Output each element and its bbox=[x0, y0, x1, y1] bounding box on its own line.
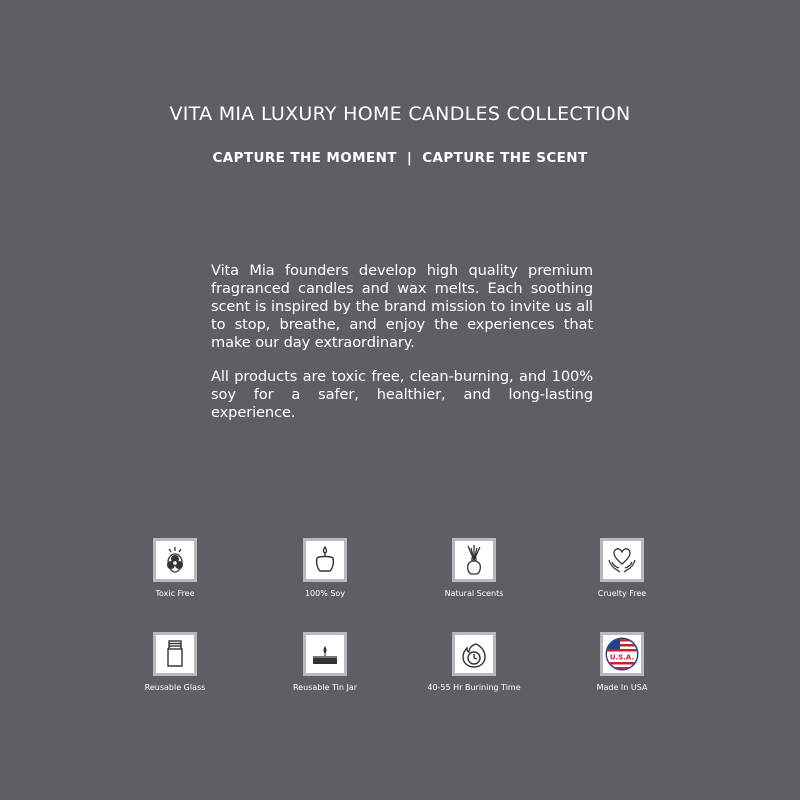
soy-candle-icon bbox=[309, 544, 341, 576]
tagline-left: CAPTURE THE MOMENT bbox=[212, 150, 397, 166]
feature-label: Natural Scents bbox=[444, 589, 504, 598]
feature-label: 40-55 Hr Burining Time bbox=[427, 683, 521, 692]
feature-natural-scents bbox=[414, 538, 534, 598]
feature-label: Made In USA bbox=[596, 683, 648, 692]
usa-seal-text: U.S.A. bbox=[609, 653, 635, 662]
feature-burn-time bbox=[414, 632, 534, 692]
feature-label: Cruelty Free bbox=[597, 589, 647, 598]
description-paragraph-2: All products are toxic free, clean-burning, and 100% soy for a safer, healthier, and long-lasting experience. bbox=[211, 368, 593, 421]
description-paragraph-1: Vita Mia founders develop high quality premium fragranced candles and wax melts. Each soothing scent is inspired by the brand mission to invite us all to stop, breathe, and enjoy the experiences that make our day extraordinary. bbox=[211, 262, 593, 351]
tagline-separator: | bbox=[406, 150, 413, 166]
feature-label: Reusable Tin Jar bbox=[292, 683, 358, 692]
feature-reusable-tin bbox=[265, 632, 385, 692]
glass-jar-icon bbox=[159, 638, 191, 670]
feature-soy bbox=[265, 538, 385, 598]
tagline-right: CAPTURE THE SCENT bbox=[422, 150, 588, 166]
reed-diffuser-icon bbox=[458, 544, 490, 576]
feature-made-in-usa bbox=[562, 632, 682, 692]
page-title: VITA MIA LUXURY HOME CANDLES COLLECTION bbox=[169, 103, 631, 125]
heart-hands-icon bbox=[606, 544, 638, 576]
usa-flag-seal-icon bbox=[605, 637, 639, 671]
description bbox=[211, 262, 593, 438]
feature-label: 100% Soy bbox=[304, 589, 346, 598]
feature-cruelty-free bbox=[562, 538, 682, 598]
feature-reusable-glass bbox=[115, 632, 235, 692]
feature-label: Reusable Glass bbox=[144, 683, 206, 692]
toxic-free-icon bbox=[159, 544, 191, 576]
burn-timer-icon bbox=[458, 638, 490, 670]
tin-candle-icon bbox=[309, 638, 341, 670]
tagline bbox=[0, 150, 800, 166]
feature-label: Toxic Free bbox=[155, 589, 195, 598]
feature-toxic-free bbox=[115, 538, 235, 598]
